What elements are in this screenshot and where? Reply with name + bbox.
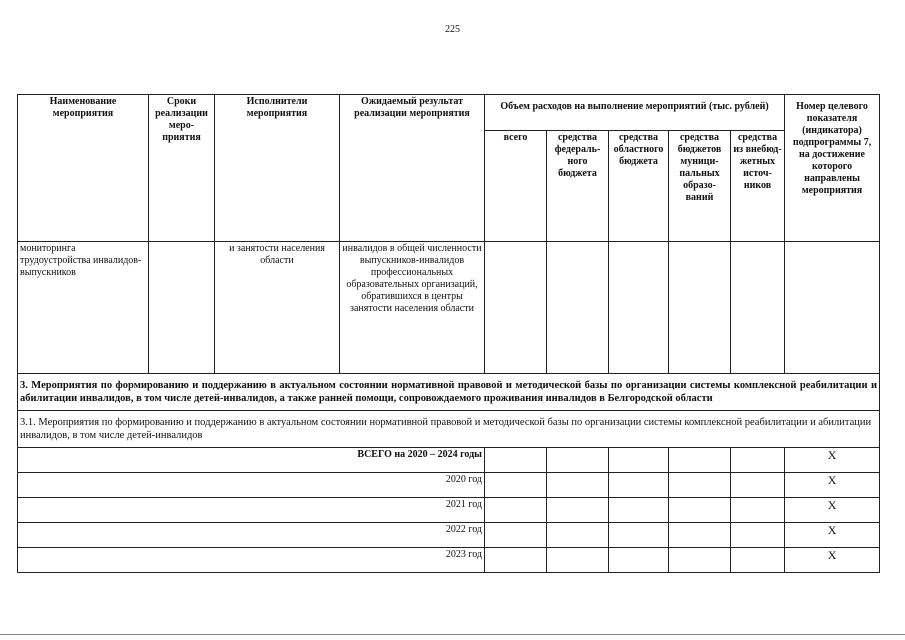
header-executors: Исполнители мероприятия bbox=[215, 95, 340, 242]
header-total: всего bbox=[485, 131, 547, 242]
page-edge-line bbox=[0, 634, 905, 635]
header-row-1 bbox=[18, 95, 880, 131]
section-row bbox=[18, 374, 880, 411]
row-name: мониторинга трудоустройства инвалидов-выпускников bbox=[18, 242, 149, 374]
year-label: 2021 год bbox=[18, 498, 485, 523]
row-offbudget bbox=[731, 242, 785, 374]
section-3-title: 3. Мероприятия по формированию и поддержанию в актуальном состоянии нормативной правовой и методической базы по организации системы комплексной реабилитации и абилитации инвалидов, в том числе детей-инвалидов, а также ранней помощи, сопровождаемого проживания инвалидов в Белгородской области bbox=[18, 374, 880, 411]
table-row bbox=[18, 473, 880, 498]
cell-municipal bbox=[669, 498, 731, 523]
header-terms: Сроки реализации меро-приятия bbox=[149, 95, 215, 242]
header-volume: Объем расходов на выполнение мероприятий (тыс. рублей) bbox=[485, 95, 785, 131]
row-municipal bbox=[669, 242, 731, 374]
subsection-row bbox=[18, 411, 880, 448]
year-mark: X bbox=[785, 473, 880, 498]
table-row bbox=[18, 498, 880, 523]
cell-federal bbox=[547, 523, 609, 548]
cell-regional bbox=[609, 448, 669, 473]
page-number: 225 bbox=[445, 24, 460, 35]
header-municipal: средства бюджетов муници-пальных образо-ваний bbox=[669, 131, 731, 242]
total-label: ВСЕГО на 2020 – 2024 годы bbox=[18, 448, 485, 473]
cell-offbudget bbox=[731, 448, 785, 473]
cell-regional bbox=[609, 548, 669, 573]
cell-municipal bbox=[669, 448, 731, 473]
cell-total bbox=[485, 523, 547, 548]
table-row bbox=[18, 548, 880, 573]
year-label: 2022 год bbox=[18, 523, 485, 548]
cell-municipal bbox=[669, 548, 731, 573]
row-executors: и занятости населения области bbox=[215, 242, 340, 374]
cell-federal bbox=[547, 473, 609, 498]
year-mark: X bbox=[785, 523, 880, 548]
year-mark: X bbox=[785, 548, 880, 573]
year-label: 2020 год bbox=[18, 473, 485, 498]
cell-offbudget bbox=[731, 523, 785, 548]
cell-municipal bbox=[669, 473, 731, 498]
cell-municipal bbox=[669, 523, 731, 548]
cell-total bbox=[485, 473, 547, 498]
cell-total bbox=[485, 448, 547, 473]
header-offbudget: средства из внебюд-жетных источ-ников bbox=[731, 131, 785, 242]
table-row bbox=[18, 448, 880, 473]
cell-federal bbox=[547, 548, 609, 573]
header-regional: средства областного бюджета bbox=[609, 131, 669, 242]
cell-regional bbox=[609, 523, 669, 548]
year-mark: X bbox=[785, 498, 880, 523]
row-expected-result: инвалидов в общей численности выпускников-инвалидов профессиональных образовательных организаций, обратившихся в центры занятости населения области bbox=[340, 242, 485, 374]
cell-regional bbox=[609, 498, 669, 523]
header-indicator: Номер целевого показателя (индикатора) подпрограммы 7, на достижение которого направлены мероприятия bbox=[785, 95, 880, 242]
cell-offbudget bbox=[731, 473, 785, 498]
cell-total bbox=[485, 548, 547, 573]
cell-regional bbox=[609, 473, 669, 498]
cell-offbudget bbox=[731, 548, 785, 573]
expenses-table bbox=[17, 94, 880, 573]
total-mark: X bbox=[785, 448, 880, 473]
row-regional bbox=[609, 242, 669, 374]
row-terms bbox=[149, 242, 215, 374]
table-row bbox=[18, 523, 880, 548]
cell-federal bbox=[547, 498, 609, 523]
cell-total bbox=[485, 498, 547, 523]
header-name: Наименование мероприятия bbox=[18, 95, 149, 242]
header-expected-result: Ожидаемый результат реализации мероприятия bbox=[340, 95, 485, 242]
cell-offbudget bbox=[731, 498, 785, 523]
table-row bbox=[18, 242, 880, 374]
cell-federal bbox=[547, 448, 609, 473]
row-total bbox=[485, 242, 547, 374]
row-indicator bbox=[785, 242, 880, 374]
row-federal bbox=[547, 242, 609, 374]
year-label: 2023 год bbox=[18, 548, 485, 573]
subsection-3-1-title: 3.1. Мероприятия по формированию и поддержанию в актуальном состоянии нормативной правовой и методической базы по организации системы комплексной реабилитации и абилитации инвалидов, в том числе детей-инвалидов bbox=[18, 411, 880, 448]
header-federal: средства федераль-ного бюджета bbox=[547, 131, 609, 242]
